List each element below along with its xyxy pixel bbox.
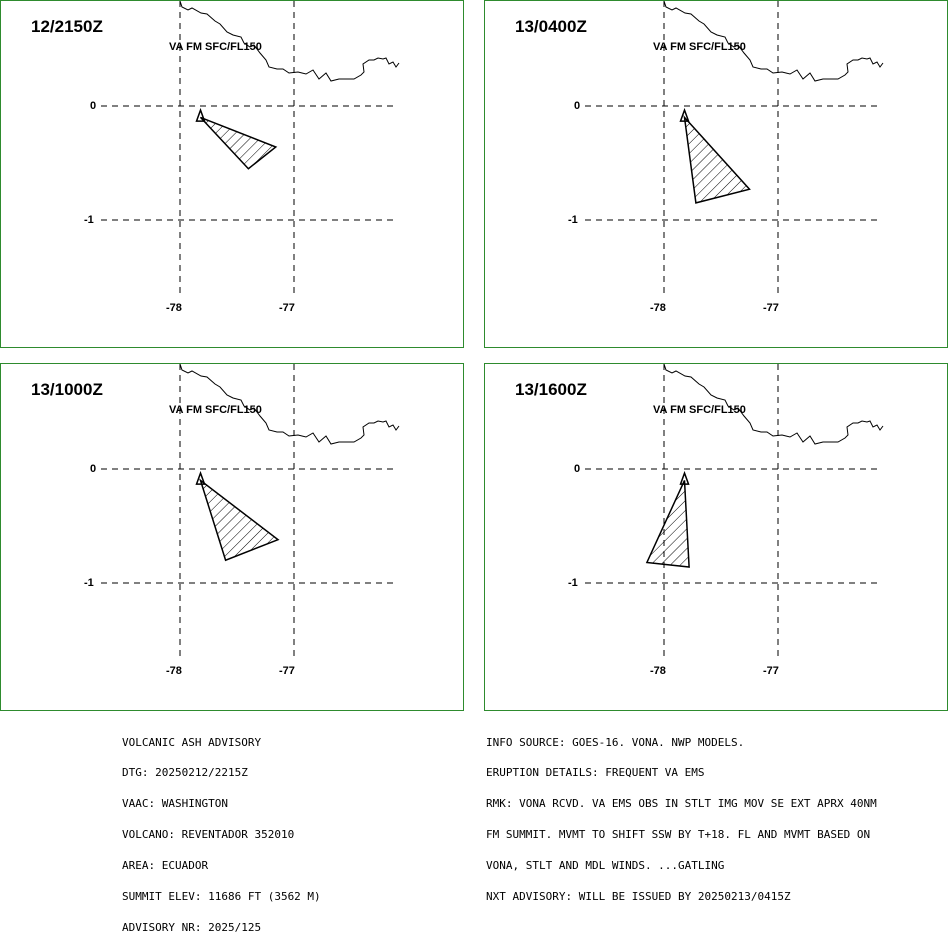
- panel-level: VA FM SFC/FL150: [653, 404, 746, 416]
- advisory-summit-elev: SUMMIT ELEV: 11686 FT (3562 M): [122, 890, 321, 904]
- ash-plume-polygon: [685, 117, 750, 202]
- advisory-next: NXT ADVISORY: WILL BE ISSUED BY 20250213/0415Z: [486, 890, 791, 904]
- lat-label-minus1: -1: [568, 577, 578, 589]
- map-canvas: [1, 1, 465, 349]
- panel-time: 13/1000Z: [31, 380, 103, 399]
- advisory-eruption-details: ERUPTION DETAILS: FREQUENT VA EMS: [486, 766, 705, 780]
- advisory-remark-line-2: FM SUMMIT. MVMT TO SHIFT SSW BY T+18. FL AND MVMT BASED ON: [486, 828, 871, 842]
- lon-label-minus78: -78: [650, 302, 666, 314]
- panel-time: 13/0400Z: [515, 17, 587, 36]
- advisory-number: ADVISORY NR: 2025/125: [122, 920, 262, 934]
- forecast-panel-3: [0, 363, 464, 711]
- forecast-panel-1: [0, 0, 464, 348]
- ash-plume-polygon: [647, 480, 689, 567]
- advisory-remark-line-1: RMK: VONA RCVD. VA EMS OBS IN STLT IMG MOV SE EXT APRX 40NM: [486, 797, 877, 811]
- lon-label-minus77: -77: [279, 302, 295, 314]
- advisory-volcano: VOLCANO: REVENTADOR 352010: [122, 828, 295, 842]
- lat-label-0: 0: [574, 463, 581, 475]
- panel-level: VA FM SFC/FL150: [653, 41, 746, 53]
- lat-label-minus1: -1: [84, 214, 94, 226]
- lat-label-minus1: -1: [84, 577, 94, 589]
- lon-label-minus78: -78: [166, 665, 182, 677]
- map-canvas: [485, 364, 949, 712]
- ash-plume-polygon: [201, 480, 279, 560]
- advisory-vaac: VAAC: WASHINGTON: [122, 797, 228, 811]
- advisory-area: AREA: ECUADOR: [122, 859, 209, 873]
- advisory-remark-line-3: VONA, STLT AND MDL WINDS. ...GATLING: [486, 859, 725, 873]
- lat-label-minus1: -1: [568, 214, 578, 226]
- map-canvas: [1, 364, 465, 712]
- lon-label-minus77: -77: [763, 665, 779, 677]
- panel-time: 12/2150Z: [31, 17, 103, 36]
- forecast-panel-2: [484, 0, 948, 348]
- lat-label-0: 0: [90, 100, 97, 112]
- lon-label-minus78: -78: [166, 302, 182, 314]
- panel-level: VA FM SFC/FL150: [169, 404, 262, 416]
- lat-label-0: 0: [90, 463, 97, 475]
- advisory-dtg: DTG: 20250212/2215Z: [122, 766, 248, 780]
- advisory-details-block: [486, 717, 877, 913]
- volcano-icon: [197, 110, 205, 121]
- panel-time: 13/1600Z: [515, 380, 587, 399]
- panel-level: VA FM SFC/FL150: [169, 41, 262, 53]
- advisory-info-source: INFO SOURCE: GOES-16. VONA. NWP MODELS.: [486, 735, 745, 749]
- lon-label-minus78: -78: [650, 665, 666, 677]
- lon-label-minus77: -77: [763, 302, 779, 314]
- lat-label-0: 0: [574, 100, 581, 112]
- advisory-title: VOLCANIC ASH ADVISORY: [122, 735, 262, 749]
- advisory-header-block: [122, 717, 321, 944]
- ash-plume-polygon: [201, 117, 276, 168]
- map-canvas: [485, 1, 949, 349]
- forecast-panel-4: [484, 363, 948, 711]
- lon-label-minus77: -77: [279, 665, 295, 677]
